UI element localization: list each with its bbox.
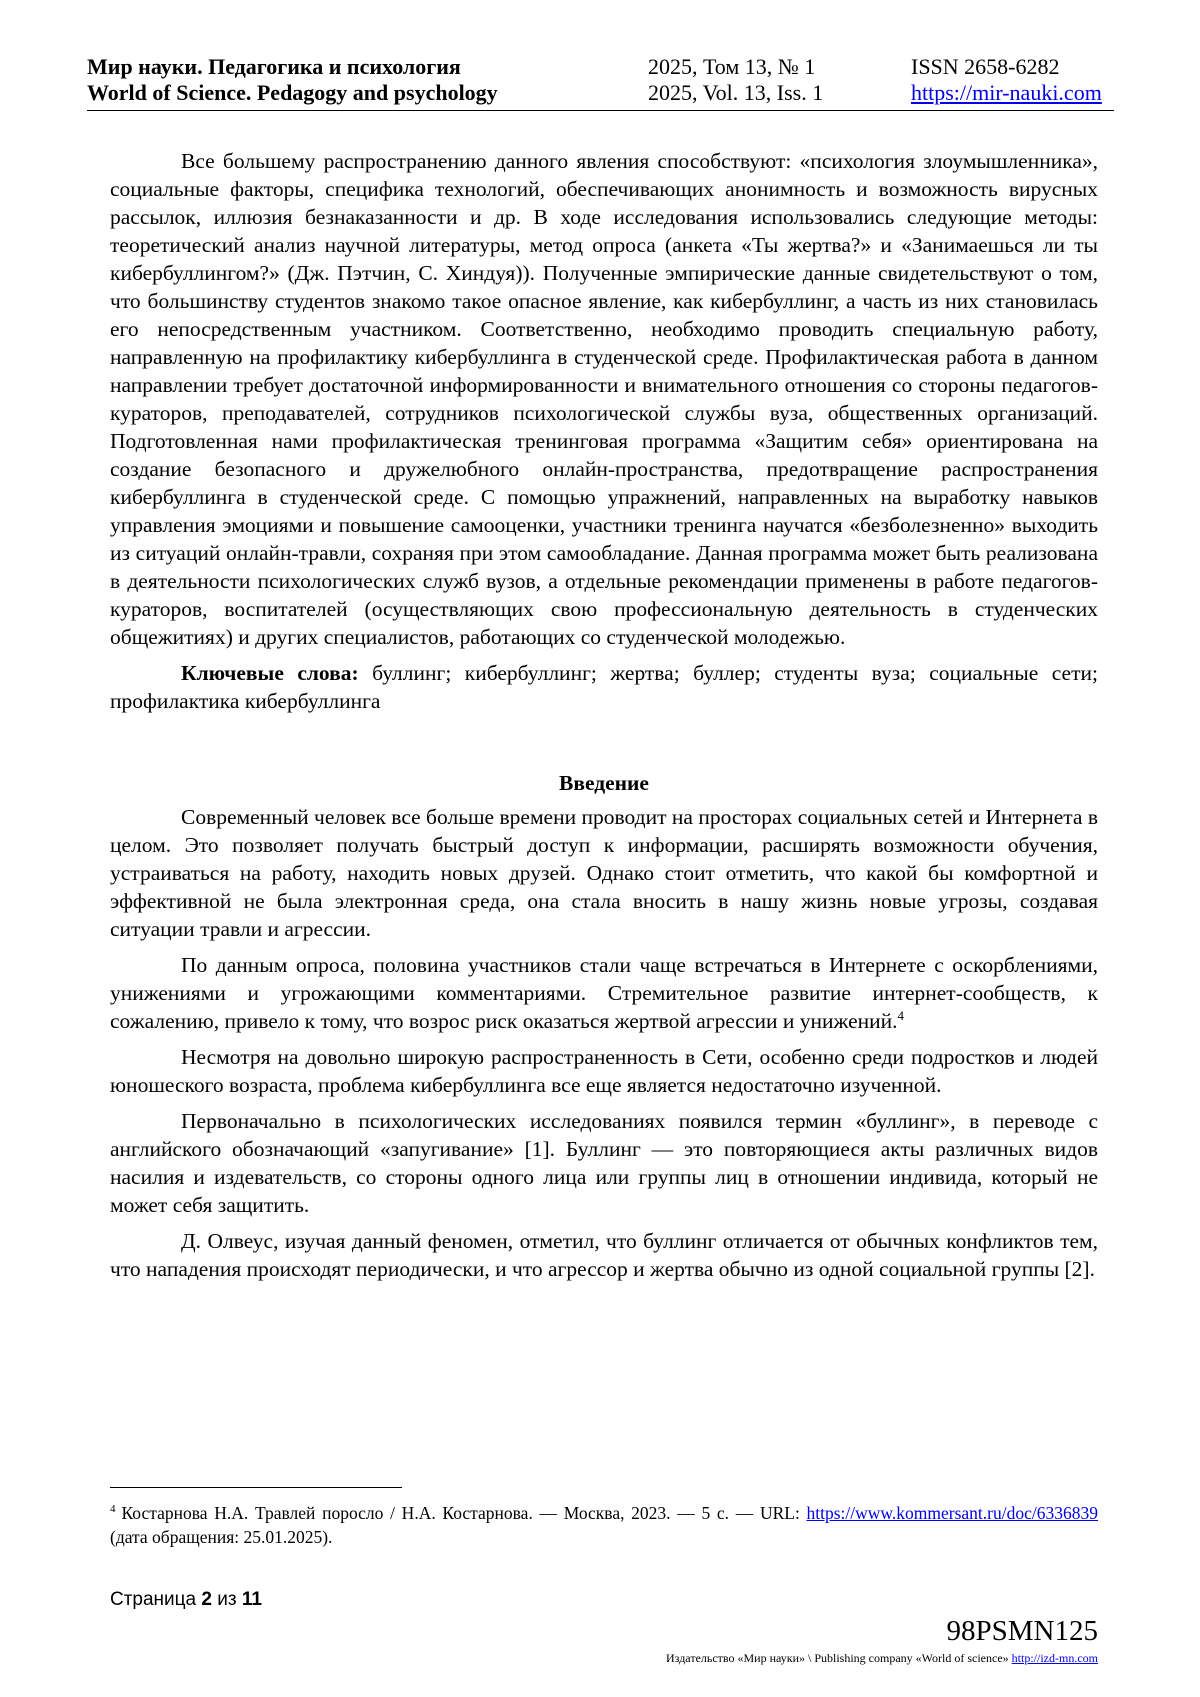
- footnote: [110, 1501, 1098, 1549]
- intro-paragraph-3: Несмотря на довольно широкую распространенность в Сети, особенно среди подростков и людей юношеского возраста, проблема кибербуллинга все еще является недостаточно изученной.: [110, 1045, 1098, 1097]
- page-number: [110, 1588, 262, 1612]
- footnote-separator: [110, 1487, 402, 1488]
- issn: ISSN 2658-6282: [911, 54, 1060, 79]
- header-rule: [87, 110, 1114, 111]
- running-header: [87, 52, 1114, 114]
- section-heading-intro: Введение: [559, 771, 649, 795]
- issue-ru: 2025, Том 13, № 1: [648, 54, 816, 79]
- keywords-list: буллинг; кибербуллинг; жертва; буллер; студенты вуза; социальные сети; профилактика кибербуллинга: [110, 661, 1098, 713]
- page-word: Страница: [110, 1589, 197, 1610]
- publisher-link[interactable]: http://izd-mn.com: [1011, 1651, 1098, 1665]
- journal-title-en: World of Science. Pedagogy and psychology: [87, 80, 498, 105]
- issue-en: 2025, Vol. 13, Iss. 1: [648, 80, 824, 105]
- intro-paragraph-4: Первоначально в психологических исследованиях появился термин «буллинг», в переводе с английского обозначающий «запугивание» [1]. Буллинг — это повторяющиеся акты различных видов насилия и издевательств, со стороны одного лица или группы лиц в отношении индивида, который не может себя защитить.: [110, 1109, 1098, 1217]
- footnote-text: Костарнова Н.А. Травлей поросло / Н.А. Костарнова. — Москва, 2023. — 5 с. — URL:: [121, 1503, 807, 1523]
- journal-site-link[interactable]: https://mir-nauki.com: [911, 80, 1102, 105]
- publisher-line: [666, 1650, 1098, 1666]
- intro-paragraph-2-text: По данным опроса, половина участников стали чаще встречаться в Интернете с оскорблениями, унижениями и угрожающими комментариями. Стремительное развитие интернет-сообществ, к сожалению, привело к тому, что возрос риск оказаться жертвой агрессии и унижений.: [110, 953, 1098, 1033]
- keywords-label: Ключевые слова:: [181, 661, 359, 685]
- intro-paragraph-2: [110, 951, 1098, 1035]
- footnote-access-date: (дата обращения: 25.01.2025).: [110, 1527, 333, 1547]
- intro-paragraph-5: Д. Олвеус, изучая данный феномен, отметил, что буллинг отличается от обычных конфликтов тем, что нападения происходят периодически, и что агрессор и жертва обычно из одной социальной группы [2].: [110, 1229, 1098, 1281]
- footnote-mark: 4: [110, 1503, 116, 1516]
- footnote-url-link[interactable]: https://www.kommersant.ru/doc/6336839: [806, 1503, 1098, 1523]
- keywords-paragraph: [110, 659, 1098, 715]
- intro-paragraph-1: Современный человек все больше времени проводит на просторах социальных сетей и Интернета в целом. Это позволяет получать быстрый доступ к информации, расширять возможности обучения, устраиваться на работу, находить новых друзей. Однако стоит отметить, что какой бы комфортной и эффективной не была электронная среда, она стала вносить в нашу жизнь новые угрозы, создавая ситуации травли и агрессии.: [110, 805, 1098, 941]
- article-code: 98PSMN125: [946, 1615, 1098, 1647]
- journal-title-ru: Мир науки. Педагогика и психология: [87, 54, 461, 79]
- footnote-reference[interactable]: 4: [897, 1007, 905, 1023]
- page-total: 11: [241, 1589, 262, 1610]
- article-body: [110, 147, 1098, 1283]
- page-of: из: [217, 1589, 237, 1610]
- page-current: 2: [201, 1589, 212, 1610]
- abstract-paragraph: Все большему распространению данного явления способствуют: «психология злоумышленника», социальные факторы, специфика технологий, обеспечивающих анонимность и возможность вирусных рассылок, иллюзия безнаказанности и др. В ходе исследования использовались следующие методы: теоретический анализ научной литературы, метод опроса (анкета «Ты жертва?» и «Занимаешься ли ты кибербуллингом?» (Дж. Пэтчин, С. Хиндуя)). Полученные эмпирические данные свидетельствуют о том, что большинству студентов знакомо такое опасное явление, как кибербуллинг, а часть из них становилась его непосредственным участником. Соответственно, необходимо проводить специальную работу, направленную на профилактику кибербуллинга в студенческой среде. Профилактическая работа в данном направлении требует достаточной информированности и внимательного отношения со стороны педагогов-кураторов, преподавателей, сотрудников психологической службы вуза, общественных организаций. Подготовленная нами профилактическая тренинговая программа «Защитим себя» ориентирована на создание безопасного и дружелюбного онлайн-пространства, предотвращение распространения кибербуллинга в студенческой среде. С помощью упражнений, направленных на выработку навыков управления эмоциями и повышение самооценки, участники тренинга научатся «безболезненно» выходить из ситуаций онлайн-травли, сохраняя при этом самообладание. Данная программа может быть реализована в деятельности психологических служб вузов, а отдельные рекомендации применены в работе педагогов-кураторов, воспитателей (осуществляющих свою профессиональную деятельность в студенческих общежитиях) и других специалистов, работающих со студенческой молодежью.: [110, 149, 1098, 649]
- publisher-name: Издательство «Мир науки» \ Publishing company «World of science»: [666, 1651, 1012, 1665]
